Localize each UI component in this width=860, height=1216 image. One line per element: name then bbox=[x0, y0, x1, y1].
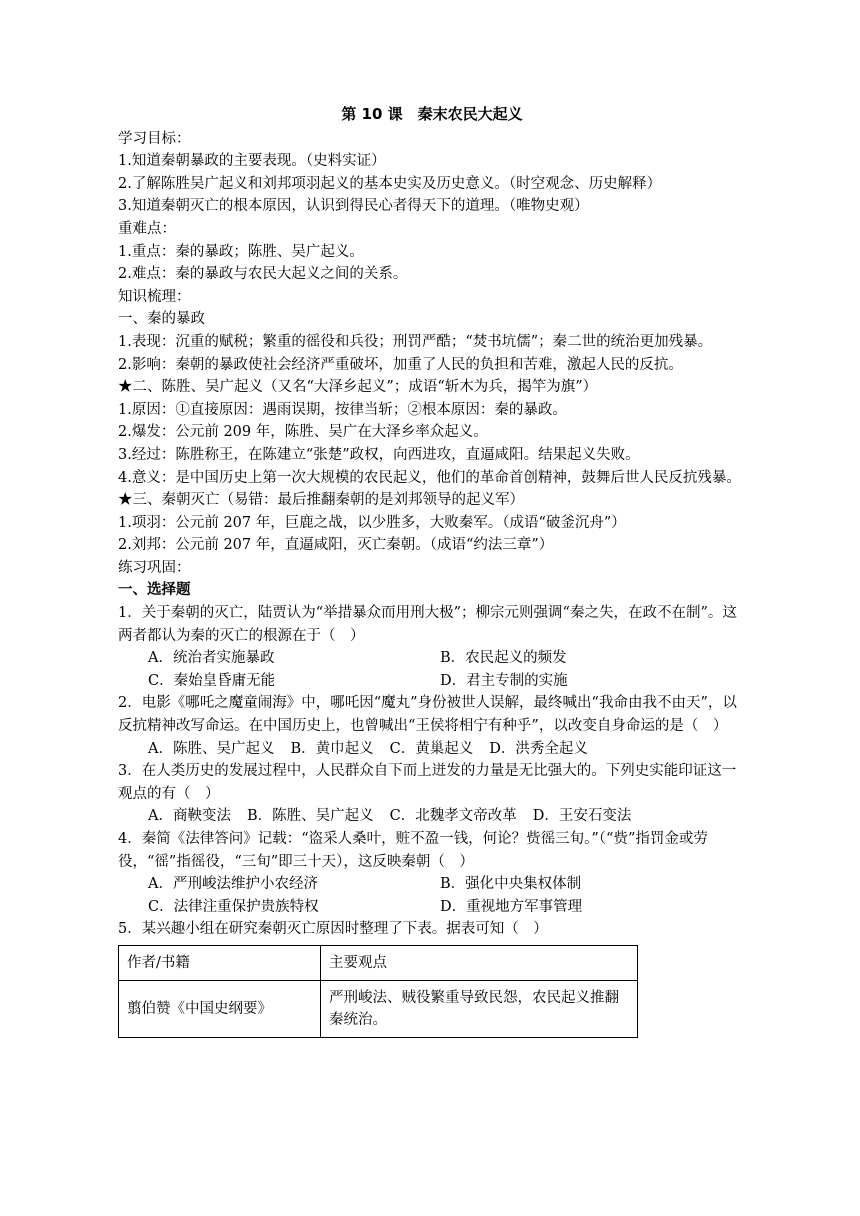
section-2-title: ★二、陈胜、吴广起义（又名“大泽乡起义”；成语“斩木为兵，揭竿为旗”） bbox=[118, 379, 598, 396]
objective-1: 1.知道秦朝暴政的主要表现。（史料实证） bbox=[118, 153, 386, 170]
section-3-title: ★三、秦朝灭亡（易错：最后推翻秦朝的是刘邦领导的起义军） bbox=[118, 492, 524, 509]
table-row bbox=[119, 980, 638, 1037]
question-2-options bbox=[118, 738, 746, 761]
objectives-heading: 学习目标： bbox=[118, 130, 191, 147]
q1-option-b: B．农民起义的频发 bbox=[440, 650, 567, 667]
lesson-title: 第 10 课 秦末农民大起义 bbox=[341, 105, 523, 123]
question-5-stem: 5．某兴趣小组在研究秦朝灭亡原因时整理了下表。据表可知（ ） bbox=[118, 921, 548, 938]
q2-option-b: B．黄巾起义 bbox=[290, 740, 374, 757]
section-1-title: 一、秦的暴政 bbox=[118, 311, 205, 328]
key-point-1: 1.重点：秦的暴政；陈胜、吴广起义。 bbox=[118, 243, 364, 260]
table-cell-author: 翦伯赞《中国史纲要》 bbox=[119, 980, 321, 1037]
q2-option-a: A．陈胜、吴广起义 bbox=[148, 740, 275, 757]
q4-option-a: A．严刑峻法维护小农经济 bbox=[148, 876, 318, 893]
question-4-options-row-2 bbox=[118, 896, 746, 919]
section-2-item-4: 4.意义：是中国历史上第一次大规模的农民起义，他们的革命首创精神，鼓舞后世人民反抗残暴。 bbox=[118, 469, 741, 486]
q4-option-c: C．法律注重保护贵族特权 bbox=[148, 898, 319, 915]
choice-section-title: 一、选择题 bbox=[118, 582, 191, 599]
q2-option-c: C．黄巢起义 bbox=[389, 740, 474, 757]
table-header-row bbox=[119, 945, 638, 980]
objective-2: 2.了解陈胜吴广起义和刘邦项羽起义的基本史实及历史意义。（时空观念、历史解释） bbox=[118, 175, 662, 192]
q4-option-b: B．强化中央集权体制 bbox=[440, 876, 582, 893]
q2-option-d: D．洪秀全起义 bbox=[489, 740, 588, 757]
section-1-item-2: 2.影响：秦朝的暴政使社会经济严重破坏，加重了人民的负担和苦难，激起人民的反抗。 bbox=[118, 356, 683, 373]
section-3-item-2: 2.刘邦：公元前 207 年，直逼咸阳，灭亡秦朝。（成语“约法三章”） bbox=[118, 537, 554, 554]
question-3-options bbox=[118, 805, 746, 828]
q1-option-c: C．秦始皇昏庸无能 bbox=[148, 672, 276, 689]
q1-option-a: A．统治者实施暴政 bbox=[148, 650, 275, 667]
section-2-item-1: 1.原因：①直接原因：遇雨误期，按律当斩；②根本原因：秦的暴政。 bbox=[118, 401, 567, 418]
table-header-view: 主要观点 bbox=[321, 945, 638, 980]
question-2-stem: 2．电影《哪吒之魔童闹海》中，哪吒因“魔丸”身份被世人误解，最终喊出“我命由我不由天”，以反抗精神改写命运。在中国历史上，也曾喊出“王侯将相宁有种乎”，以改变自身命运的是（ ） bbox=[118, 695, 737, 735]
question-1-stem: 1．关于秦朝的灭亡，陆贾认为“举措暴众而用刑大极”；柳宗元则强调“秦之失，在政不在制”。这两者都认为秦的灭亡的根源在于（ ） bbox=[118, 605, 737, 644]
question-1-options-row-2 bbox=[118, 670, 746, 693]
question-5-table bbox=[118, 945, 638, 1038]
q3-option-a: A．商鞅变法 bbox=[148, 808, 231, 825]
question-4-stem: 4．秦简《法律答问》记载：“盗采人桑叶，赃不盈一钱，何论？赀徭三旬。”（“赀”指罚金或劳役，“徭”指徭役，“三旬”即三十天），这反映秦朝（ ） bbox=[118, 831, 708, 870]
key-points-heading: 重难点： bbox=[118, 220, 176, 237]
knowledge-heading: 知识梳理： bbox=[118, 288, 191, 305]
objective-3: 3.知道秦朝灭亡的根本原因，认识到得民心者得天下的道理。（唯物史观） bbox=[118, 198, 589, 215]
q3-option-d: D．王安石变法 bbox=[532, 808, 632, 825]
section-2-item-3: 3.经过：陈胜称王，在陈建立“张楚”政权，向西进攻，直逼咸阳。结果起义失败。 bbox=[118, 446, 640, 463]
q1-option-d: D．君主专制的实施 bbox=[440, 672, 568, 689]
section-2-item-2: 2.爆发：公元前 209 年，陈胜、吴广在大泽乡率众起义。 bbox=[118, 424, 488, 441]
key-point-2: 2.难点：秦的暴政与农民大起义之间的关系。 bbox=[118, 266, 408, 283]
table-header-author: 作者/书籍 bbox=[119, 945, 321, 980]
question-4-options-row-1 bbox=[118, 873, 746, 896]
question-3-stem: 3．在人类历史的发展过程中，人民群众自下而上迸发的力量是无比强大的。下列史实能印证这一观点的有（ ） bbox=[118, 763, 737, 802]
section-3-item-1: 1.项羽：公元前 207 年，巨鹿之战，以少胜多，大败秦军。（成语“破釜沉舟”） bbox=[118, 514, 626, 531]
question-1-options-row-1 bbox=[118, 647, 746, 670]
q3-option-c: C．北魏孝文帝改革 bbox=[389, 808, 517, 825]
document-content bbox=[118, 103, 746, 1038]
practice-heading: 练习巩固： bbox=[118, 559, 191, 576]
table-cell-view: 严刑峻法、贼役繁重导致民怨，农民起义推翻秦统治。 bbox=[321, 980, 638, 1037]
section-1-item-1: 1.表现：沉重的赋税；繁重的徭役和兵役；刑罚严酷；“焚书坑儒”；秦二世的统治更加残暴。 bbox=[118, 333, 713, 350]
q4-option-d: D．重视地方军事管理 bbox=[440, 898, 583, 915]
q3-option-b: B．陈胜、吴广起义 bbox=[246, 808, 374, 825]
